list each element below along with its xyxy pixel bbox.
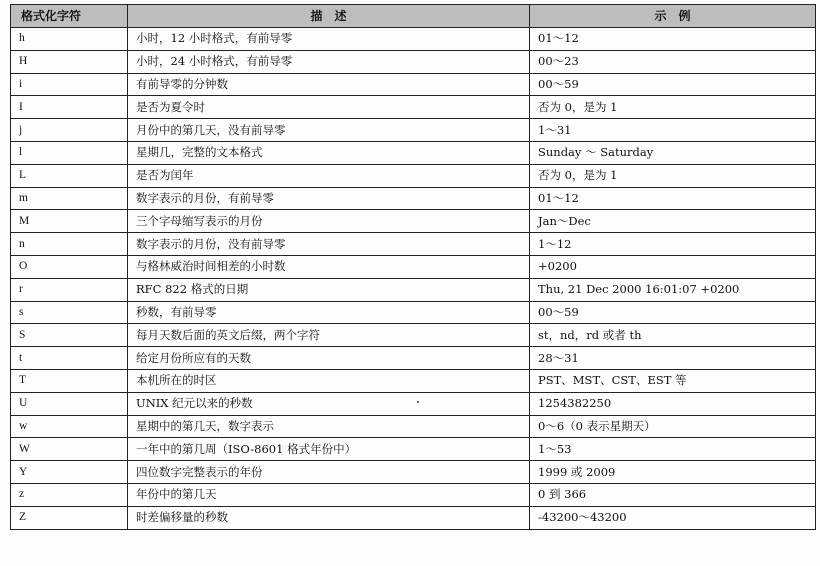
description-cell: 三个字母缩写表示的月份 <box>128 210 530 233</box>
table-row <box>11 438 816 461</box>
example-cell: 00～59 <box>530 301 816 324</box>
table-row <box>11 50 816 73</box>
example-cell: +0200 <box>530 255 816 278</box>
table-row <box>11 347 816 370</box>
format-char-cell: r <box>11 278 128 301</box>
format-char-cell: O <box>11 255 128 278</box>
description-cell: 本机所在的时区 <box>128 369 530 392</box>
description-cell: RFC 822 格式的日期 <box>128 278 530 301</box>
description-cell: 是否为闰年 <box>128 164 530 187</box>
example-cell: 1254382250 <box>530 392 816 415</box>
header-row <box>11 5 816 28</box>
table-row <box>11 28 816 51</box>
table-row <box>11 73 816 96</box>
table-row <box>11 461 816 484</box>
description-cell: 月份中的第几天，没有前导零 <box>128 119 530 142</box>
example-cell: 1～53 <box>530 438 816 461</box>
table-row <box>11 96 816 119</box>
description-cell: 每月天数后面的英文后缀，两个字符 <box>128 324 530 347</box>
format-char-cell: W <box>11 438 128 461</box>
example-cell: 01～12 <box>530 28 816 51</box>
table-row <box>11 210 816 233</box>
example-cell: 0 到 366 <box>530 483 816 506</box>
table-row <box>11 278 816 301</box>
example-cell: 否为 0，是为 1 <box>530 164 816 187</box>
example-cell: 0～6（0 表示星期天） <box>530 415 816 438</box>
format-char-cell: U <box>11 392 128 415</box>
format-char-cell: S <box>11 324 128 347</box>
format-char-cell: T <box>11 369 128 392</box>
description-cell: 秒数，有前导零 <box>128 301 530 324</box>
description-cell: 时差偏移量的秒数 <box>128 506 530 529</box>
example-cell: 1999 或 2009 <box>530 461 816 484</box>
example-cell: Sunday ～ Saturday <box>530 141 816 164</box>
description-cell: 与格林威治时间相差的小时数 <box>128 255 530 278</box>
date-format-table <box>10 4 816 530</box>
format-char-cell: Z <box>11 506 128 529</box>
description-cell: 星期中的第几天，数字表示 <box>128 415 530 438</box>
description-cell: UNIX 纪元以来的秒数 <box>128 392 530 415</box>
format-char-cell: j <box>11 119 128 142</box>
description-cell: 给定月份所应有的天数 <box>128 347 530 370</box>
example-cell: 00～59 <box>530 73 816 96</box>
example-cell: 1～31 <box>530 119 816 142</box>
format-char-cell: h <box>11 28 128 51</box>
example-cell: Thu, 21 Dec 2000 16:01:07 +0200 <box>530 278 816 301</box>
format-char-cell: s <box>11 301 128 324</box>
table-body <box>11 28 816 530</box>
format-char-cell: L <box>11 164 128 187</box>
description-cell: 数字表示的月份，有前导零 <box>128 187 530 210</box>
description-cell: 小时，12 小时格式，有前导零 <box>128 28 530 51</box>
table-row <box>11 324 816 347</box>
table-row <box>11 164 816 187</box>
description-cell: 小时，24 小时格式，有前导零 <box>128 50 530 73</box>
example-cell: PST、MST、CST、EST 等 <box>530 369 816 392</box>
description-cell: 四位数字完整表示的年份 <box>128 461 530 484</box>
format-char-cell: M <box>11 210 128 233</box>
format-char-cell: w <box>11 415 128 438</box>
description-cell: 数字表示的月份，没有前导零 <box>128 233 530 256</box>
description-cell: 年份中的第几天 <box>128 483 530 506</box>
table-row <box>11 119 816 142</box>
table-row <box>11 233 816 256</box>
example-cell: 01～12 <box>530 187 816 210</box>
table-row <box>11 392 816 415</box>
example-cell: 否为 0，是为 1 <box>530 96 816 119</box>
description-cell: 是否为夏令时 <box>128 96 530 119</box>
example-cell: 1～12 <box>530 233 816 256</box>
scan-speck <box>417 401 419 403</box>
table-row <box>11 483 816 506</box>
format-char-cell: t <box>11 347 128 370</box>
header-description: 描 述 <box>128 5 530 28</box>
table-row <box>11 369 816 392</box>
table-row <box>11 301 816 324</box>
table-row <box>11 506 816 529</box>
example-cell: 00～23 <box>530 50 816 73</box>
table-row <box>11 187 816 210</box>
table-header <box>11 5 816 28</box>
format-char-cell: H <box>11 50 128 73</box>
header-format-char: 格式化字符 <box>11 5 128 28</box>
example-cell: st，nd，rd 或者 th <box>530 324 816 347</box>
table-row <box>11 255 816 278</box>
description-cell: 星期几，完整的文本格式 <box>128 141 530 164</box>
format-char-cell: Y <box>11 461 128 484</box>
table-row <box>11 141 816 164</box>
header-example: 示 例 <box>530 5 816 28</box>
format-char-cell: I <box>11 96 128 119</box>
description-cell: 有前导零的分钟数 <box>128 73 530 96</box>
format-char-cell: n <box>11 233 128 256</box>
format-char-cell: m <box>11 187 128 210</box>
format-char-cell: l <box>11 141 128 164</box>
format-char-cell: z <box>11 483 128 506</box>
example-cell: 28～31 <box>530 347 816 370</box>
example-cell: Jan～Dec <box>530 210 816 233</box>
format-char-cell: i <box>11 73 128 96</box>
table-row <box>11 415 816 438</box>
description-cell: 一年中的第几周（ISO-8601 格式年份中） <box>128 438 530 461</box>
example-cell: -43200～43200 <box>530 506 816 529</box>
